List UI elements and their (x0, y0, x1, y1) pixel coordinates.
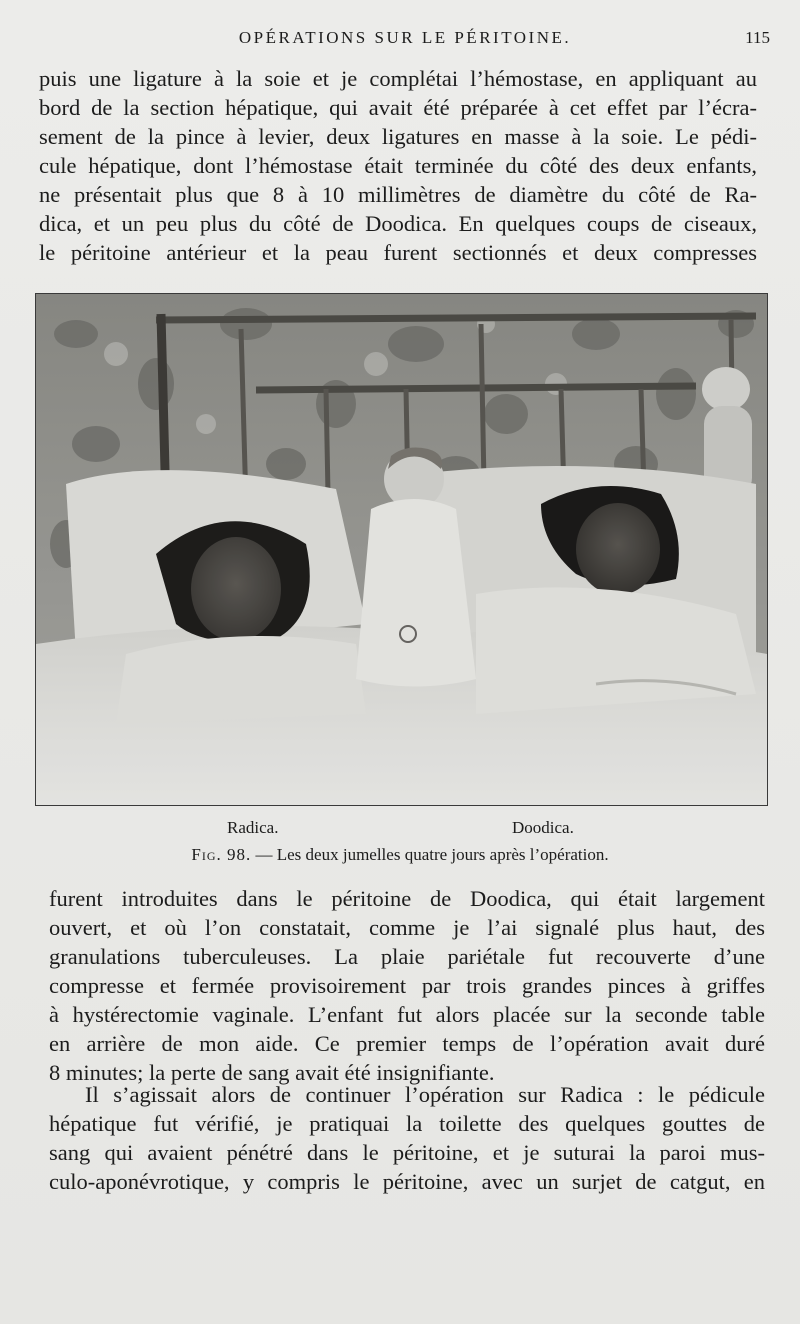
label-radica: Radica. (227, 818, 279, 837)
figure-subject-labels (0, 818, 800, 842)
text-line: puis une ligature à la soie et je complétai l’hémostase, en appliquant au (39, 66, 757, 91)
text-line: furent introduites dans le péritoine de Doodica, qui était largement (49, 886, 765, 911)
figure-caption (0, 845, 800, 865)
running-title: OPÉRATIONS SUR LE PÉRITOINE. (238, 28, 572, 47)
text-line: 8 minutes; la perte de sang avait été insignifiante. (49, 1060, 495, 1085)
photograph-figure (35, 293, 768, 806)
paragraph-1 (39, 64, 757, 267)
text-line: le péritoine antérieur et la peau furent sectionnés et deux compresses (39, 240, 757, 265)
text-line: bord de la section hépatique, qui avait été préparée à cet effet par l’écra- (39, 95, 757, 120)
text-line: ouvert, et où l’on constatait, comme je l’ai signalé plus haut, des (49, 915, 765, 940)
text-line: sang qui avaient pénétré dans le péritoine, et je suturai la paroi mus- (49, 1140, 765, 1165)
text-line: dica, et un peu plus du côté de Doodica. En quelques coups de ciseaux, (39, 211, 757, 236)
text-line: culo-aponévrotique, y compris le péritoine, avec un surjet de catgut, en (49, 1169, 765, 1194)
text-line: cule hépatique, dont l’hémostase était terminée du côté des deux enfants, (39, 153, 757, 178)
label-doodica: Doodica. (512, 818, 574, 837)
paragraph-3 (49, 1080, 765, 1196)
figure-number: Fig. 98. (191, 845, 252, 864)
page-number: 115 (745, 28, 770, 47)
text-line: en arrière de mon aide. Ce premier temps de l’opération avait duré (49, 1031, 765, 1056)
text-line: hépatique fut vérifié, je pratiquai la toilette des quelques gouttes de (49, 1111, 765, 1136)
figure-caption-text: — Les deux jumelles quatre jours après l’opération. (255, 845, 609, 864)
text-line: ne présentait plus que 8 à 10 millimètres de diamètre du côté de Ra- (39, 182, 757, 207)
text-line: compresse et fermée provisoirement par trois grandes pinces à griffes (49, 973, 765, 998)
text-line: Il s’agissait alors de continuer l’opération sur Radica : le pédicule (85, 1082, 765, 1107)
running-head (40, 28, 770, 52)
text-line: granulations tuberculeuses. La plaie pariétale fut recouverte d’une (49, 944, 765, 969)
twins-in-bed-photo (36, 294, 767, 805)
paragraph-2 (49, 884, 765, 1087)
text-line: sement de la pince à levier, deux ligatures en masse à la soie. Le pédi- (39, 124, 757, 149)
text-line: à hystérectomie vaginale. L’enfant fut alors placée sur la seconde table (49, 1002, 765, 1027)
